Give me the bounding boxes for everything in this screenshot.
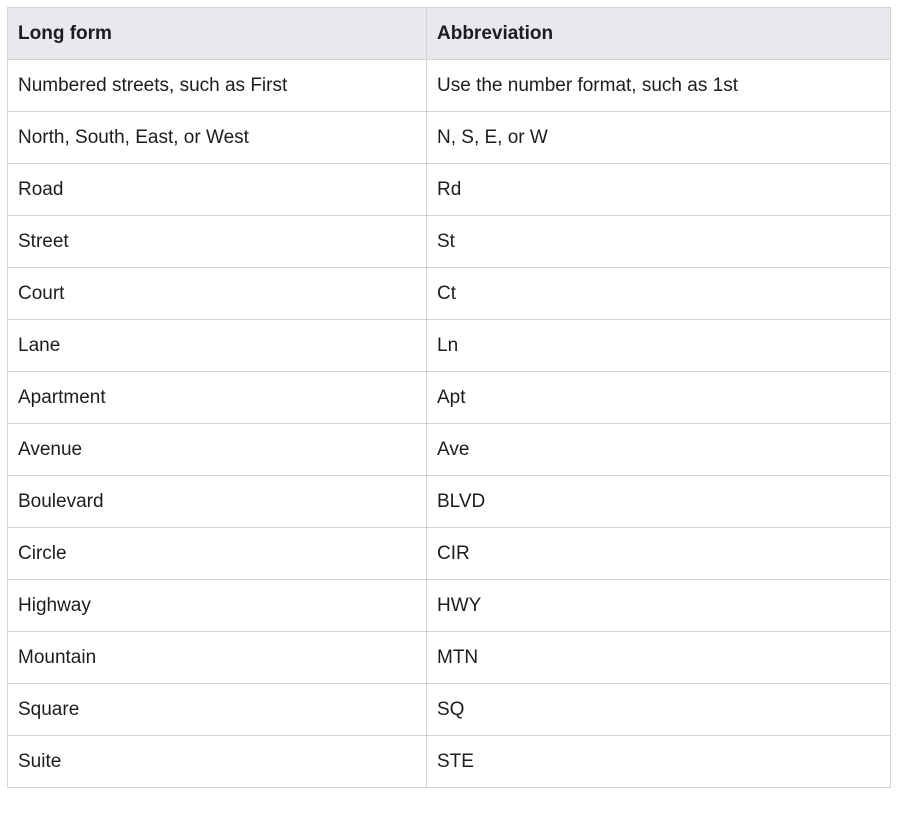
table-row <box>8 476 891 528</box>
abbreviation-cell: Ln <box>427 320 891 372</box>
long-form-cell: Street <box>8 216 427 268</box>
long-form-cell: Road <box>8 164 427 216</box>
abbreviation-cell: St <box>427 216 891 268</box>
abbreviation-cell: Ct <box>427 268 891 320</box>
table-row <box>8 372 891 424</box>
long-form-cell: Numbered streets, such as First <box>8 60 427 112</box>
abbreviation-cell: BLVD <box>427 476 891 528</box>
long-form-cell: Avenue <box>8 424 427 476</box>
long-form-cell: Mountain <box>8 632 427 684</box>
header-abbreviation: Abbreviation <box>427 8 891 60</box>
abbreviation-cell: Ave <box>427 424 891 476</box>
abbreviation-cell: STE <box>427 736 891 788</box>
table-body <box>8 60 891 788</box>
abbreviation-cell: CIR <box>427 528 891 580</box>
table-row <box>8 112 891 164</box>
table-header <box>8 8 891 60</box>
long-form-cell: Boulevard <box>8 476 427 528</box>
table-row <box>8 580 891 632</box>
table-row <box>8 320 891 372</box>
table-row <box>8 736 891 788</box>
long-form-cell: Circle <box>8 528 427 580</box>
table-row <box>8 164 891 216</box>
abbreviation-cell: Use the number format, such as 1st <box>427 60 891 112</box>
long-form-cell: Court <box>8 268 427 320</box>
long-form-cell: Square <box>8 684 427 736</box>
abbreviation-table-container <box>7 7 890 788</box>
long-form-cell: Apartment <box>8 372 427 424</box>
abbreviation-cell: Apt <box>427 372 891 424</box>
abbreviation-cell: HWY <box>427 580 891 632</box>
table-row <box>8 424 891 476</box>
table-row <box>8 60 891 112</box>
abbreviation-cell: SQ <box>427 684 891 736</box>
long-form-cell: Highway <box>8 580 427 632</box>
table-row <box>8 216 891 268</box>
table-row <box>8 268 891 320</box>
table-row <box>8 632 891 684</box>
long-form-cell: Lane <box>8 320 427 372</box>
long-form-cell: North, South, East, or West <box>8 112 427 164</box>
table-row <box>8 684 891 736</box>
table-header-row <box>8 8 891 60</box>
abbreviation-table <box>7 7 891 788</box>
long-form-cell: Suite <box>8 736 427 788</box>
abbreviation-cell: N, S, E, or W <box>427 112 891 164</box>
table-row <box>8 528 891 580</box>
abbreviation-cell: MTN <box>427 632 891 684</box>
header-long-form: Long form <box>8 8 427 60</box>
abbreviation-cell: Rd <box>427 164 891 216</box>
